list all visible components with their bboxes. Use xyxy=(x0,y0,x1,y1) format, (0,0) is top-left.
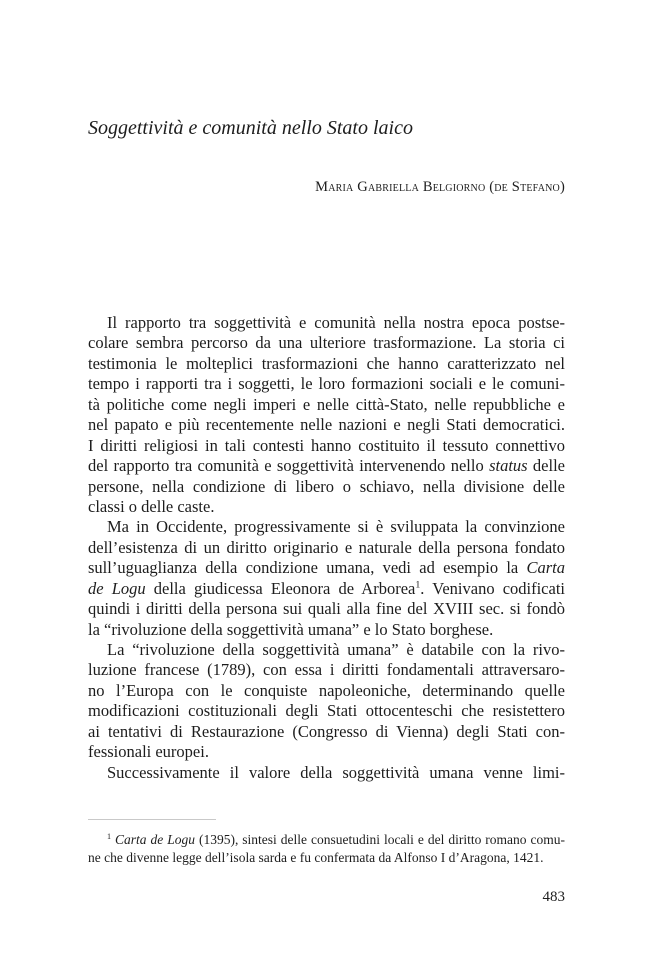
body-line: modificazioni costituzionali degli Stati ottocenteschi che resistettero xyxy=(88,701,565,721)
text-segment: delle xyxy=(527,456,565,476)
body-line: la “rivoluzione della soggettività umana” e lo Stato borghese. xyxy=(88,619,494,639)
body-line: persone, nella condizione di libero o schiavo, nella divisione delle xyxy=(88,476,565,496)
body-line: I diritti religiosi in tali contesti hanno costituito il tessuto connettivo xyxy=(88,435,565,455)
text-segment: sull’uguaglianza della condizione umana, vedi ad esempio la xyxy=(88,558,527,578)
footnote-line xyxy=(88,831,565,849)
italic-term: Carta de Logu xyxy=(115,832,195,847)
italic-term: Carta xyxy=(526,558,565,578)
author-name: Maria Gabriella Belgiorno (de Stefano) xyxy=(315,179,565,195)
body-line xyxy=(88,579,565,599)
footnote-line: ne che divenne legge dell’isola sarda e fu confermata da Alfonso I d’Aragona, 1421. xyxy=(88,850,544,865)
text-segment: . Venivano codificati xyxy=(420,578,566,598)
body-line: nel papato e più recentemente nelle nazioni e negli Stati democratici. xyxy=(88,415,565,435)
body-line: Ma in Occidente, progressivamente si è sviluppata la convinzione xyxy=(107,517,565,537)
body-line xyxy=(88,456,565,476)
body-text xyxy=(88,313,565,783)
italic-term: de Logu xyxy=(88,578,146,598)
body-line: tempo i rapporti tra i soggetti, le loro formazioni sociali e le comuni- xyxy=(88,374,565,394)
text-segment: del rapporto tra comunità e soggettività intervenendo nello xyxy=(88,456,490,476)
text-segment: (1395), sintesi delle consuetudini locali e del diritto romano comu- xyxy=(195,832,565,847)
body-line: La “rivoluzione della soggettività umana” è databile con la rivo- xyxy=(107,640,565,659)
footnotes xyxy=(88,831,565,867)
footnote-marker: 1 xyxy=(107,831,112,841)
chapter-title: Soggettività e comunità nello Stato laico xyxy=(88,117,413,139)
body-line: classi o delle caste. xyxy=(88,496,215,516)
footnote-separator xyxy=(88,819,216,820)
body-line xyxy=(88,558,565,578)
body-line: testimonia le molteplici trasformazioni che hanno caratterizzato nel xyxy=(88,353,565,373)
text-segment: della giudicessa Eleonora de Arborea xyxy=(145,578,416,598)
body-line: colare sembra percorso da una ulteriore trasformazione. La storia ci xyxy=(88,333,565,353)
page-number: 483 xyxy=(542,889,565,905)
body-line: Successivamente il valore della soggettività umana venne limi- xyxy=(107,762,565,782)
footnote-reference: 1 xyxy=(415,579,421,591)
body-line: ai tentativi di Restaurazione (Congresso di Vienna) degli Stati con- xyxy=(88,721,565,741)
body-line: Il rapporto tra soggettività e comunità nella nostra epoca postse- xyxy=(107,313,565,332)
body-line: dell’esistenza di un diritto originario e naturale della persona fondato xyxy=(88,537,565,557)
body-line: fessionali europei. xyxy=(88,742,209,762)
body-line: luzione francese (1789), con essa i diritti fondamentali attraversaro- xyxy=(88,660,565,680)
body-line: tà politiche come negli imperi e nelle città-Stato, nelle repubbliche e xyxy=(88,394,565,414)
italic-term: status xyxy=(489,456,528,476)
body-line: no l’Europa con le conquiste napoleoniche, determinando quelle xyxy=(88,680,565,700)
body-line: quindi i diritti della persona sui quali alla fine del XVIII sec. si fondò xyxy=(88,599,565,619)
